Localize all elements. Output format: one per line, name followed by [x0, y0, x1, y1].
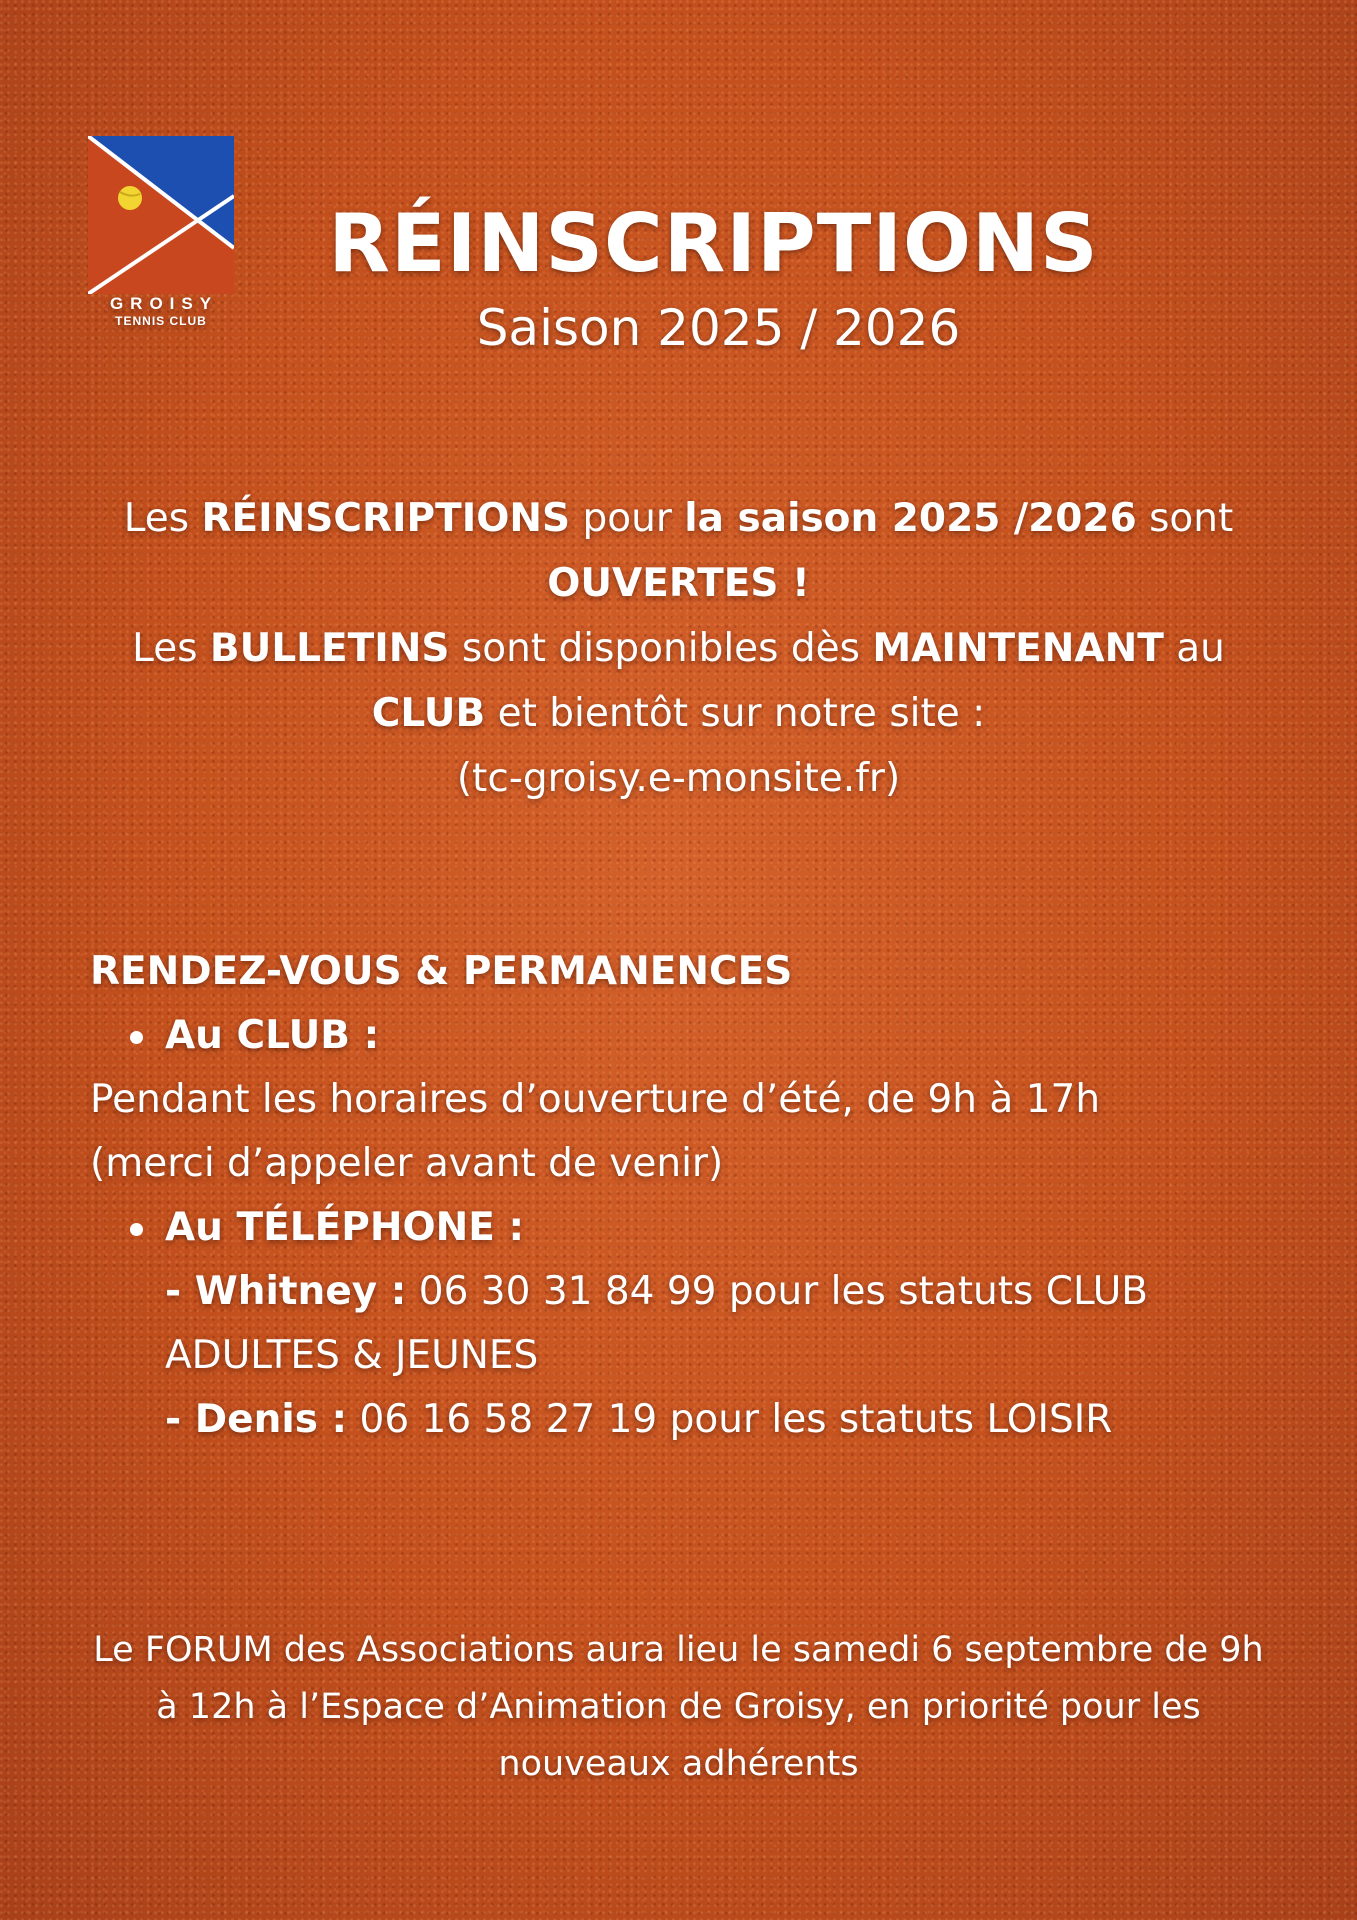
forum-line-1: Le FORUM des Associations aura lieu le samedi 6 septembre de 9h	[93, 1630, 1264, 1670]
intro-text-span: sont	[1136, 496, 1234, 541]
intro-text-span: Les	[132, 626, 210, 671]
intro-line-4	[60, 681, 1297, 746]
section-heading: RENDEZ-VOUS & PERMANENCES	[90, 949, 793, 994]
intro-line-3	[60, 616, 1297, 681]
contact-name: - Whitney :	[165, 1269, 407, 1314]
season-subtitle: Saison 2025 / 2026	[476, 299, 961, 357]
intro-text-span: et bientôt sur notre site :	[485, 691, 986, 736]
forum-line-3: nouveaux adhérents	[498, 1744, 859, 1784]
forum-line-2: à 12h à l’Espace d’Animation de Groisy, en priorité pour les	[156, 1687, 1201, 1727]
logo-subtitle: TENNIS CLUB	[115, 314, 207, 328]
forum-notice	[60, 1622, 1297, 1793]
intro-line-1	[60, 486, 1297, 551]
intro-bold-span: RÉINSCRIPTIONS	[201, 496, 571, 541]
intro-bold-span: OUVERTES !	[547, 561, 810, 606]
intro-text-span: sont disponibles dès	[449, 626, 873, 671]
website-link: (tc-groisy.e-monsite.fr)	[456, 756, 901, 801]
intro-bold-span: la saison 2025 /2026	[684, 496, 1137, 541]
logo-name: GROISY	[109, 294, 219, 313]
contact-details: 06 30 31 84 99 pour les statuts CLUB	[406, 1269, 1149, 1314]
intro-bold-span: CLUB	[371, 691, 486, 736]
bullet-phone: Au TÉLÉPHONE :	[90, 1196, 1290, 1260]
intro-text	[60, 486, 1297, 811]
intro-text-span: au	[1163, 626, 1225, 671]
page-title: RÉINSCRIPTIONS	[328, 197, 1099, 290]
club-note: (merci d’appeler avant de venir)	[90, 1141, 724, 1186]
appointments-section	[90, 940, 1290, 1452]
contact-details: 06 16 58 27 19 pour les statuts LOISIR	[347, 1397, 1113, 1442]
contact-whitney	[90, 1260, 1290, 1324]
contact-denis	[90, 1388, 1290, 1452]
intro-bold-span: BULLETINS	[209, 626, 450, 671]
club-hours: Pendant les horaires d’ouverture d’été, de 9h à 17h	[90, 1077, 1101, 1122]
intro-text-span: pour	[570, 496, 685, 541]
intro-line-2	[60, 551, 1297, 616]
intro-text-span: Les	[123, 496, 202, 541]
contact-whitney-cont: ADULTES & JEUNES	[165, 1333, 539, 1378]
bullet-club: Au CLUB :	[90, 1004, 1290, 1068]
intro-bold-span: MAINTENANT	[872, 626, 1164, 671]
contact-name: - Denis :	[165, 1397, 348, 1442]
